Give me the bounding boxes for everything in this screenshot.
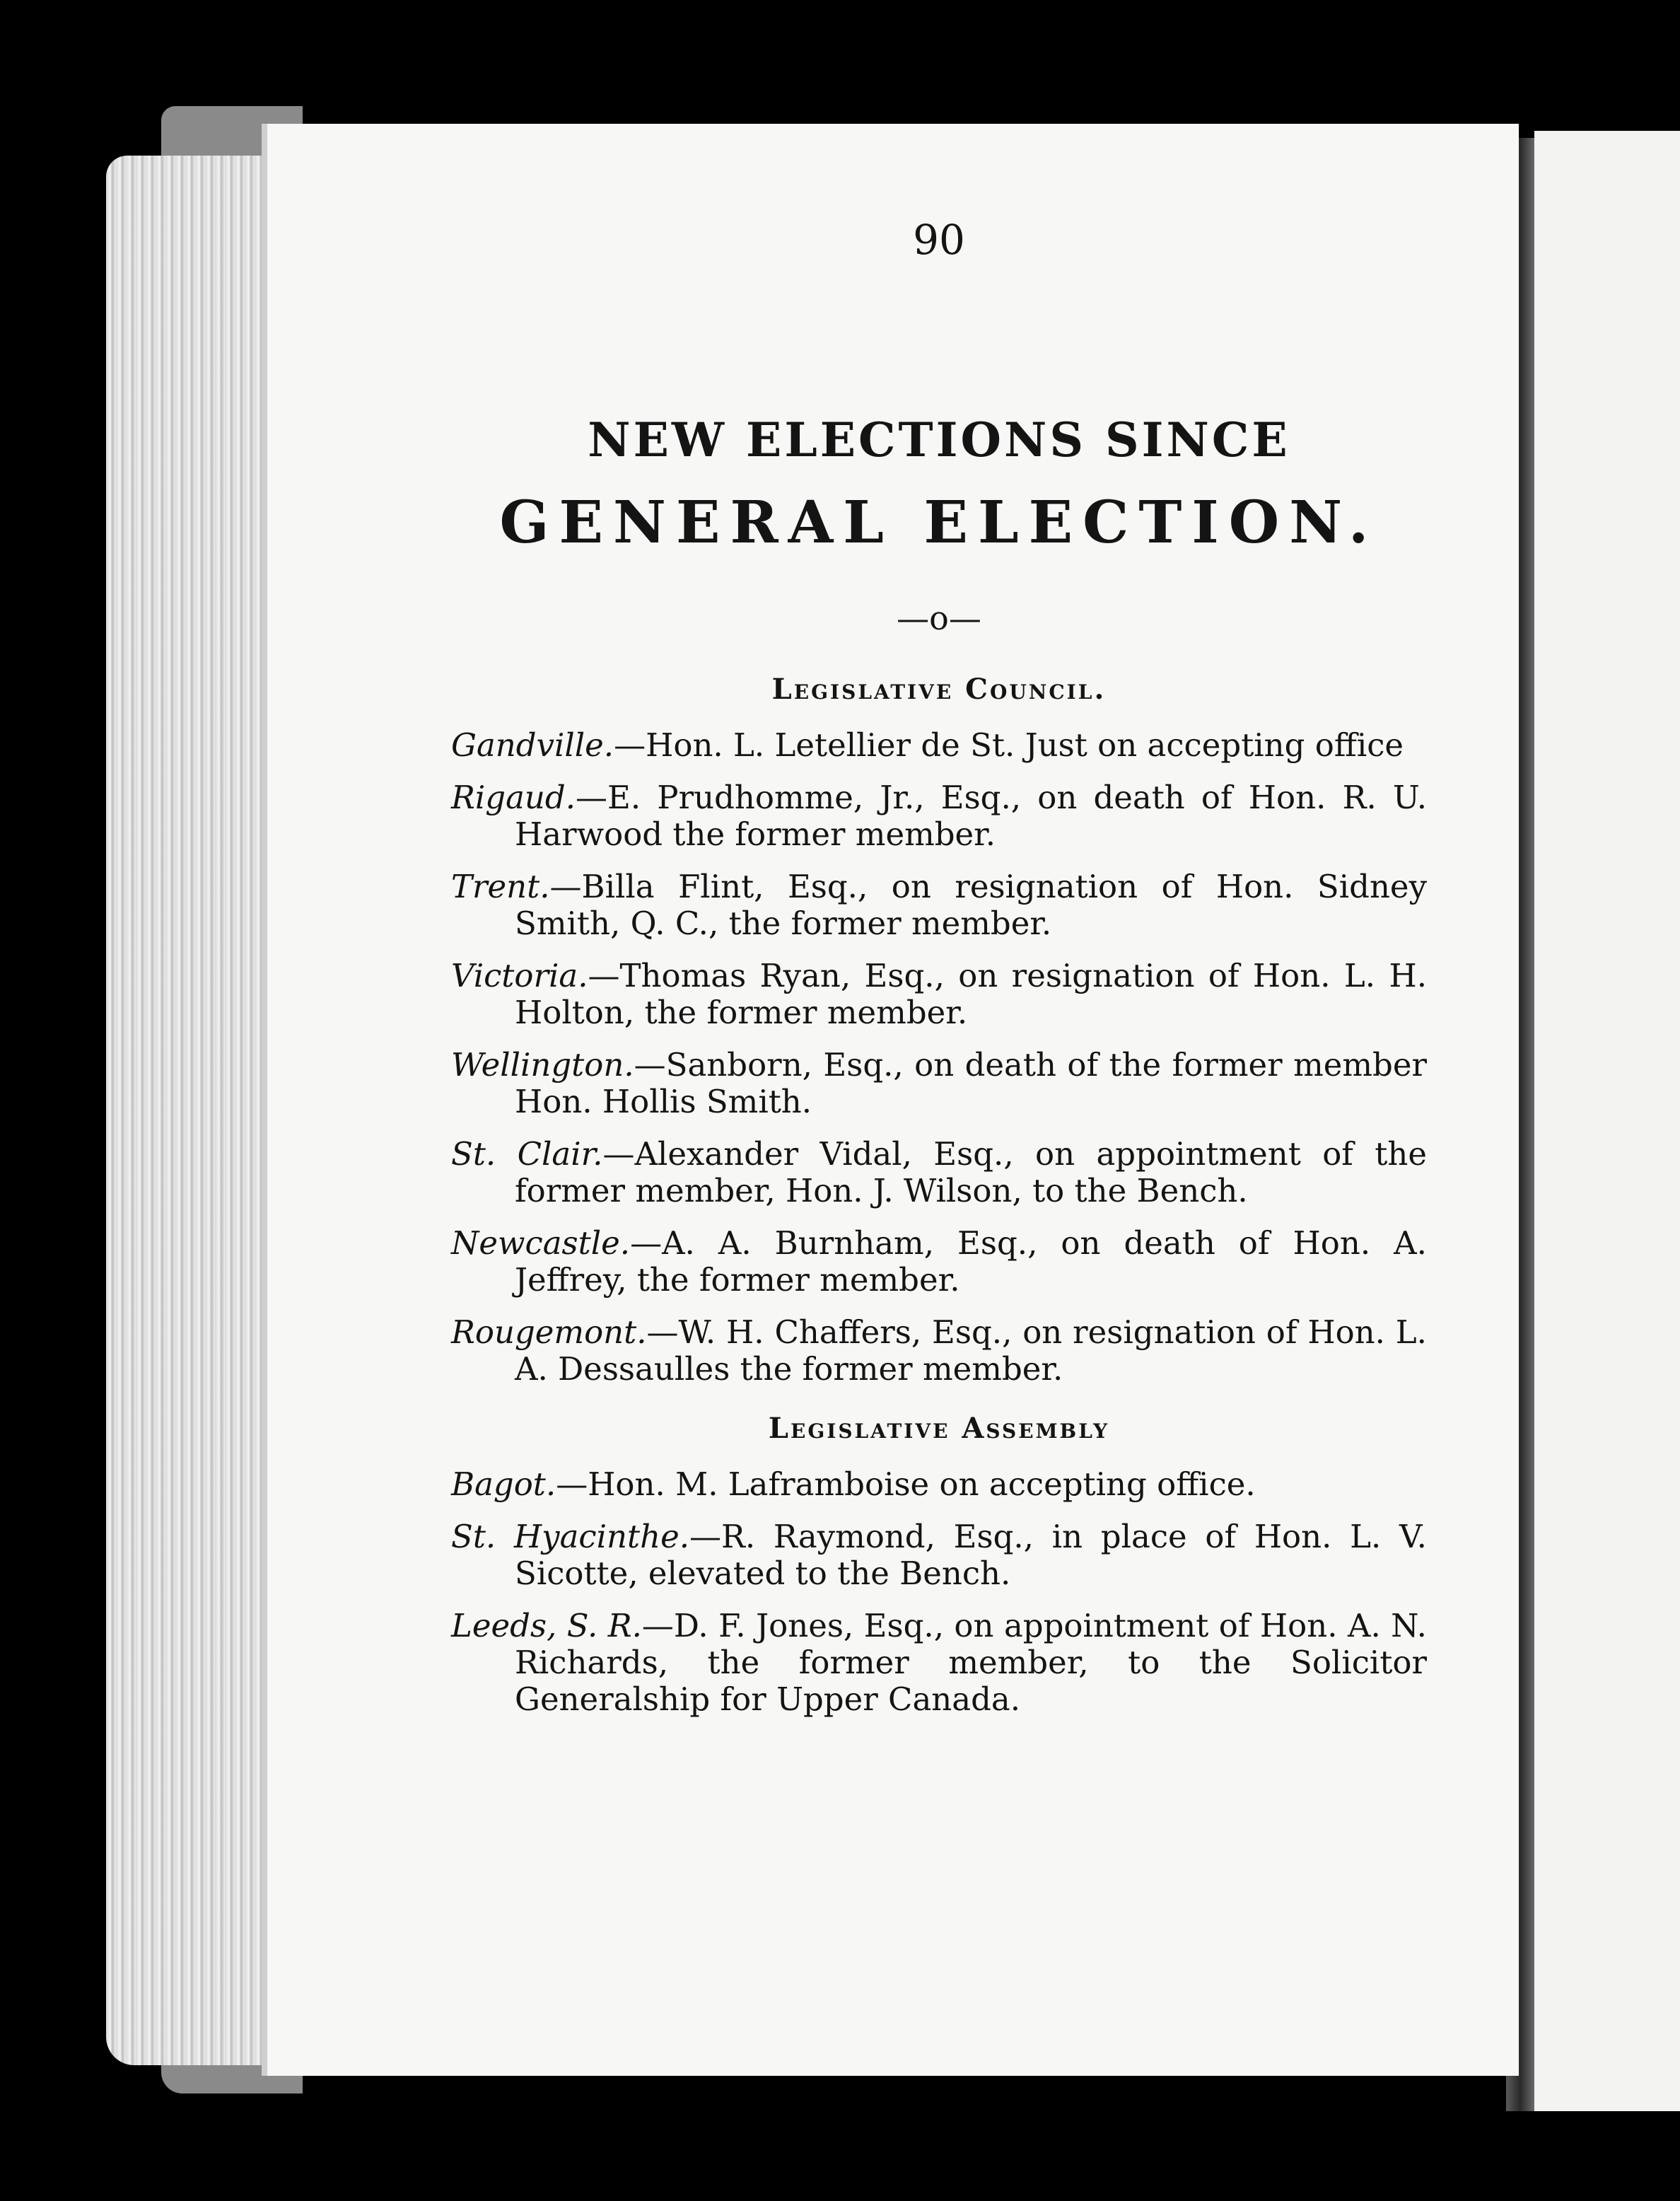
entry-text: —R. Raymond, Esq., in place of Hon. L. V. Sicotte, elevated to the Bench. <box>515 1518 1427 1592</box>
entry-text: —Alexander Vidal, Esq., on appointment of the former member, Hon. J. Wilson, to the Bench. <box>515 1135 1427 1209</box>
election-entry <box>451 1314 1427 1388</box>
entry-place: Bagot. <box>451 1465 556 1503</box>
entry-text: —W. H. Chaffers, Esq., on resignation of Hon. L. A. Dessaulles the former member. <box>515 1313 1427 1388</box>
entry-place: Rigaud. <box>451 779 576 816</box>
entry-text: —Thomas Ryan, Esq., on resignation of Hon. L. H. Holton, the former member. <box>515 957 1427 1031</box>
election-entry <box>451 1047 1427 1120</box>
entry-place: Trent. <box>451 868 550 905</box>
entry-place: Newcastle. <box>451 1224 631 1262</box>
election-entry <box>451 727 1427 764</box>
entry-text: —Hon. M. Laframboise on accepting office. <box>556 1465 1256 1503</box>
election-entry <box>451 1608 1427 1718</box>
title-line-1: NEW ELECTIONS SINCE <box>588 412 1290 468</box>
entry-text: —Billa Flint, Esq., on resignation of Hon. Sidney Smith, Q. C., the former member. <box>515 868 1427 942</box>
election-entry <box>451 1518 1427 1592</box>
facing-page <box>1534 131 1680 2111</box>
election-entry <box>451 779 1427 853</box>
entry-text: —E. Prudhomme, Jr., Esq., on death of Hon. R. U. Harwood the former member. <box>515 779 1427 853</box>
entry-text: —Hon. L. Letellier de St. Just on accepting office <box>614 726 1404 764</box>
book-page <box>262 124 1519 2076</box>
book-page-edges <box>106 156 276 2065</box>
page-number: 90 <box>913 216 965 264</box>
entry-place: Leeds, S. R. <box>451 1607 642 1644</box>
ornamental-divider: —o— <box>897 599 981 637</box>
election-entry <box>451 1466 1427 1503</box>
entry-place: Victoria. <box>451 957 588 994</box>
entry-place: Gandville. <box>451 726 614 764</box>
election-entry <box>451 1136 1427 1209</box>
entry-place: St. Hyacinthe. <box>451 1518 689 1555</box>
page-content <box>451 216 1427 1733</box>
entry-place: Rougemont. <box>451 1313 647 1351</box>
entry-text: —Sanborn, Esq., on death of the former member Hon. Hollis Smith. <box>515 1046 1427 1120</box>
entry-text: —D. F. Jones, Esq., on appointment of Hon. A. N. Richards, the former member, to the Solicitor Generalship for Upper Canada. <box>515 1607 1427 1718</box>
entry-place: Wellington. <box>451 1046 634 1084</box>
election-entry <box>451 869 1427 942</box>
section-heading: Legislative Council. <box>771 673 1107 706</box>
title-line-2: GENERAL ELECTION. <box>499 489 1379 557</box>
section-legislative-council <box>451 673 1427 1388</box>
section-legislative-assembly <box>451 1412 1427 1718</box>
entry-text: —A. A. Burnham, Esq., on death of Hon. A. Jeffrey, the former member. <box>515 1224 1427 1299</box>
election-entry <box>451 958 1427 1031</box>
entry-place: St. Clair. <box>451 1135 603 1173</box>
section-heading: Legislative Assembly <box>768 1412 1110 1445</box>
election-entry <box>451 1225 1427 1299</box>
